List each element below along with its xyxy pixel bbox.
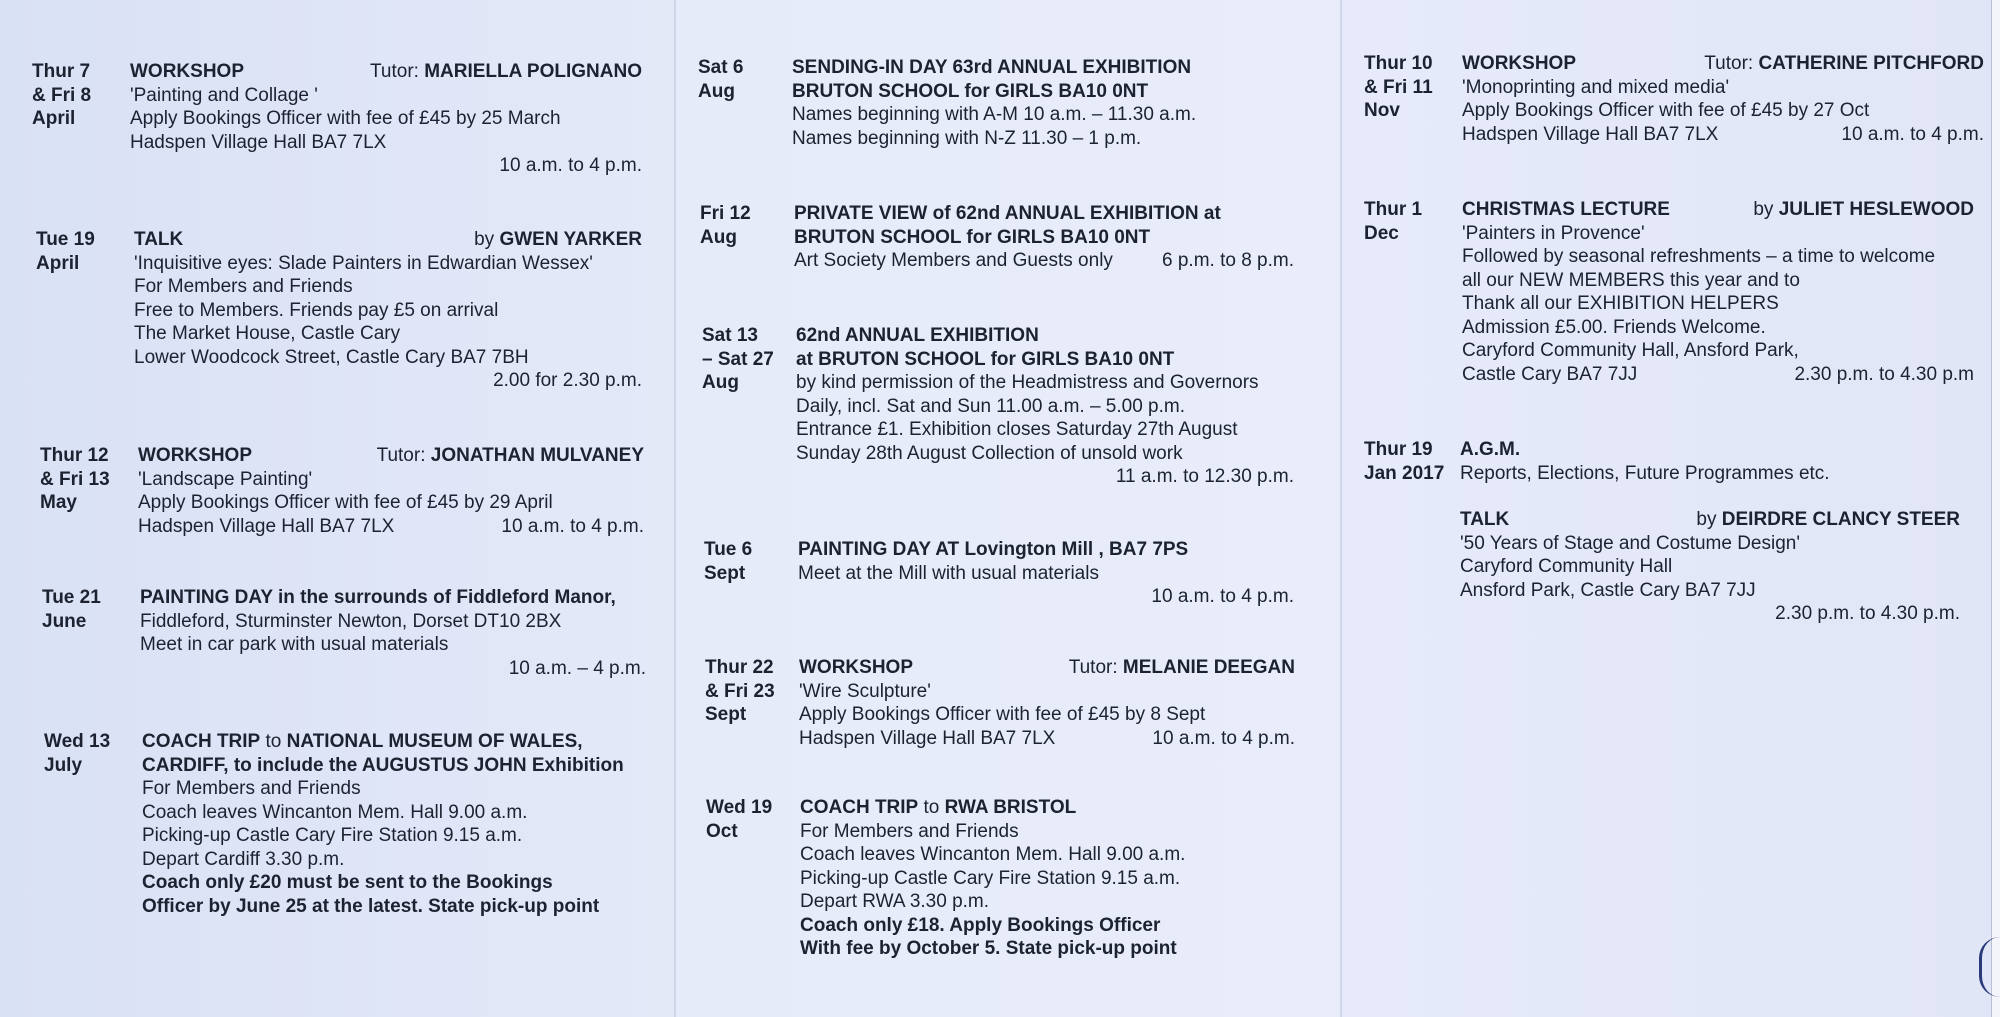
- event-address: Castle Cary BA7 7JJ: [1462, 363, 1638, 385]
- event-line: Art Society Members and Guests only: [794, 250, 1113, 271]
- event-line: Coach leaves Wincanton Mem. Hall 9.00 a.m.: [800, 844, 1186, 865]
- event-venue: at BRUTON SCHOOL for GIRLS BA10 0NT: [796, 348, 1175, 370]
- event-line: Admission £5.00. Friends Welcome.: [1462, 316, 1766, 338]
- event-date: Thur 10 & Fri 11 Nov: [1364, 53, 1433, 121]
- event-line: Depart Cardiff 3.30 p.m.: [142, 848, 345, 870]
- event-date: Thur 12 & Fri 13 May: [40, 445, 110, 513]
- event-venue: BRUTON SCHOOL for GIRLS BA10 0NT: [792, 80, 1149, 102]
- event-subject: 'Monoprinting and mixed media': [1462, 76, 1730, 98]
- event-subject: '50 Years of Stage and Costume Design': [1460, 532, 1800, 554]
- event-date: Thur 19 Jan 2017: [1364, 439, 1445, 484]
- event-date: Thur 22 & Fri 23 Sept: [705, 657, 775, 725]
- event-destination: NATIONAL MUSEUM OF WALES,: [286, 731, 583, 752]
- tutor-name: CATHERINE PITCHFORD: [1758, 53, 1984, 74]
- event-line: Apply Bookings Officer with fee of £45 by 27 Oct: [1462, 100, 1870, 121]
- event-venue: Caryford Community Hall: [1460, 556, 1673, 577]
- event-time: 2.30 p.m. to 4.30 p.m: [1794, 363, 1974, 385]
- event-header: [1462, 198, 1974, 222]
- event-row: [794, 249, 1294, 273]
- event-note: With fee by October 5. State pick-up point: [800, 938, 1177, 959]
- event-line: Meet at the Mill with usual materials: [798, 562, 1099, 584]
- event-header: [1462, 52, 1984, 76]
- event-title: WORKSHOP: [1462, 53, 1576, 74]
- tutor-name: MELANIE DEEGAN: [1122, 657, 1295, 678]
- event-date: Tue 21 June: [42, 587, 101, 632]
- event-subject: 'Landscape Painting': [138, 468, 313, 490]
- event-time: 2.00 for 2.30 p.m.: [493, 370, 642, 391]
- event-date: Wed 19 Oct: [706, 797, 773, 842]
- by-label: by: [474, 229, 495, 250]
- event-to: to: [265, 731, 282, 752]
- event-title: TALK: [1460, 509, 1510, 530]
- event-venue: Caryford Community Hall, Ansford Park,: [1462, 340, 1799, 361]
- event-header: [1460, 508, 1960, 532]
- event-time: 10 a.m. to 4 p.m.: [501, 515, 644, 537]
- event-subject: 'Wire Sculpture': [799, 680, 931, 702]
- event-line: Apply Bookings Officer with fee of £45 by 25 March: [130, 108, 561, 129]
- event-line: Coach leaves Wincanton Mem. Hall 9.00 a.m.: [142, 801, 528, 823]
- event-note: Coach only £18. Apply Bookings Officer: [800, 914, 1161, 936]
- event-title: COACH TRIP: [142, 731, 261, 752]
- event-header: [138, 444, 644, 468]
- event-title: WORKSHOP: [799, 657, 913, 678]
- event-line: Names beginning with N-Z 11.30 – 1 p.m.: [792, 127, 1142, 149]
- event-time: 10 a.m. to 4 p.m.: [1152, 727, 1295, 749]
- event-line: Sunday 28th August Collection of unsold work: [796, 442, 1183, 464]
- event-line: For Members and Friends: [800, 820, 1019, 842]
- event-venue-row: [1462, 123, 1984, 147]
- event-line: Picking-up Castle Cary Fire Station 9.15 a.m.: [800, 867, 1181, 889]
- event-line: For Members and Friends: [142, 778, 361, 799]
- event-address: Ansford Park, Castle Cary BA7 7JJ: [1460, 579, 1756, 601]
- event-to: to: [923, 797, 940, 818]
- event-line: Names beginning with A-M 10 a.m. – 11.30 a.m.: [792, 104, 1197, 125]
- event-note: Officer by June 25 at the latest. State pick-up point: [142, 895, 600, 917]
- fold-line: [1340, 0, 1342, 1017]
- event-venue: Hadspen Village Hall BA7 7LX: [1462, 123, 1719, 145]
- page-edge: [1991, 0, 2000, 1017]
- event-venue-row: [1462, 363, 1974, 387]
- event-line: Reports, Elections, Future Programmes etc.: [1460, 462, 1830, 484]
- event-date: Thur 1 Dec: [1364, 199, 1423, 244]
- event-note: Coach only £20 must be sent to the Bookings: [142, 872, 553, 893]
- fold-line: [674, 0, 676, 1017]
- tutor-name: JONATHAN MULVANEY: [430, 445, 644, 466]
- event-line: by kind permission of the Headmistress and Governors: [796, 372, 1259, 393]
- event-line: Apply Bookings Officer with fee of £45 by 8 Sept: [799, 704, 1206, 725]
- event-time: 6 p.m. to 8 p.m.: [1162, 250, 1294, 271]
- event-time: 2.30 p.m. to 4.30 p.m.: [1775, 603, 1960, 624]
- event-line: Apply Bookings Officer with fee of £45 by 29 April: [138, 492, 553, 513]
- tutor-label: Tutor:: [376, 445, 426, 466]
- event-line: Daily, incl. Sat and Sun 11.00 a.m. – 5.00 p.m.: [796, 395, 1186, 417]
- event-title: A.G.M.: [1460, 439, 1521, 460]
- event-time: 10 a.m. to 4 p.m.: [1151, 586, 1294, 607]
- speaker-name: GWEN YARKER: [499, 229, 642, 250]
- event-subject: 'Painting and Collage ': [130, 84, 318, 106]
- event-destination-detail: CARDIFF, to include the AUGUSTUS JOHN Exhibition: [142, 754, 624, 776]
- event-title: WORKSHOP: [130, 61, 244, 82]
- event-line: Depart RWA 3.30 p.m.: [800, 891, 990, 912]
- event-line: Free to Members. Friends pay £5 on arrival: [134, 299, 499, 321]
- event-date: Tue 6 Sept: [704, 539, 753, 584]
- tutor-label: Tutor:: [1068, 657, 1118, 678]
- speaker-name: JULIET HESLEWOOD: [1778, 199, 1974, 220]
- event-subject: 'Inquisitive eyes: Slade Painters in Edwardian Wessex': [134, 252, 593, 274]
- event-date: Sat 13 – Sat 27 Aug: [702, 325, 774, 393]
- event-time: 11 a.m. to 12.30 p.m.: [1115, 466, 1294, 487]
- event-time: 10 a.m. – 4 p.m.: [508, 657, 646, 679]
- event-line: Entrance £1. Exhibition closes Saturday 27th August: [796, 419, 1238, 440]
- event-title: WORKSHOP: [138, 445, 252, 466]
- event-time: 10 a.m. to 4 p.m.: [1841, 123, 1984, 145]
- event-date: Thur 7 & Fri 8 April: [32, 61, 92, 129]
- event-destination: RWA BRISTOL: [944, 797, 1077, 818]
- binder-clip: [1979, 937, 2000, 997]
- event-address: Lower Woodcock Street, Castle Cary BA7 7BH: [134, 346, 529, 368]
- event-venue: Hadspen Village Hall BA7 7LX: [799, 727, 1056, 749]
- event-subject: 'Painters in Provence': [1462, 222, 1645, 244]
- by-label: by: [1753, 199, 1774, 220]
- event-title: COACH TRIP: [800, 797, 919, 818]
- event-title: TALK: [134, 229, 184, 250]
- event-line: Followed by seasonal refreshments – a time to welcome: [1462, 246, 1936, 267]
- event-venue-row: [138, 515, 644, 539]
- event-title: CHRISTMAS LECTURE: [1462, 199, 1670, 220]
- tutor-label: Tutor:: [370, 61, 419, 82]
- event-date: Sat 6 Aug: [698, 57, 744, 102]
- event-title: PRIVATE VIEW of 62nd ANNUAL EXHIBITION at: [794, 203, 1221, 224]
- event-venue: Hadspen Village Hall BA7 7LX: [138, 515, 395, 537]
- tutor-name: MARIELLA POLIGNANO: [424, 61, 642, 82]
- event-line: Meet in car park with usual materials: [140, 634, 449, 655]
- event-venue: BRUTON SCHOOL for GIRLS BA10 0NT: [794, 226, 1151, 248]
- event-time: 10 a.m. to 4 p.m.: [499, 155, 642, 176]
- event-date: Tue 19 April: [36, 229, 95, 274]
- event-venue: Fiddleford, Sturminster Newton, Dorset DT10 2BX: [140, 610, 562, 632]
- event-title: PAINTING DAY AT Lovington Mill , BA7 7PS: [798, 539, 1189, 560]
- by-label: by: [1696, 509, 1717, 530]
- event-header: [134, 228, 642, 252]
- event-line: Picking-up Castle Cary Fire Station 9.15 a.m.: [142, 825, 523, 846]
- speaker-name: DEIRDRE CLANCY STEER: [1721, 509, 1960, 530]
- event-date: Wed 13 July: [44, 731, 111, 776]
- event-line: Thank all our EXHIBITION HELPERS: [1462, 293, 1779, 314]
- event-header: [130, 60, 642, 84]
- event-venue: The Market House, Castle Cary: [134, 323, 401, 344]
- tutor-label: Tutor:: [1704, 53, 1754, 74]
- event-header: [799, 656, 1295, 680]
- event-line: For Members and Friends: [134, 276, 353, 297]
- event-venue-row: [799, 727, 1295, 751]
- event-venue: Hadspen Village Hall BA7 7LX: [130, 131, 387, 153]
- event-title: SENDING-IN DAY 63rd ANNUAL EXHIBITION: [792, 57, 1192, 78]
- event-title: PAINTING DAY in the surrounds of Fiddleford Manor,: [140, 587, 616, 608]
- event-date: Fri 12 Aug: [700, 203, 751, 248]
- event-title: 62nd ANNUAL EXHIBITION: [796, 325, 1039, 346]
- event-line: all our NEW MEMBERS this year and to: [1462, 269, 1800, 291]
